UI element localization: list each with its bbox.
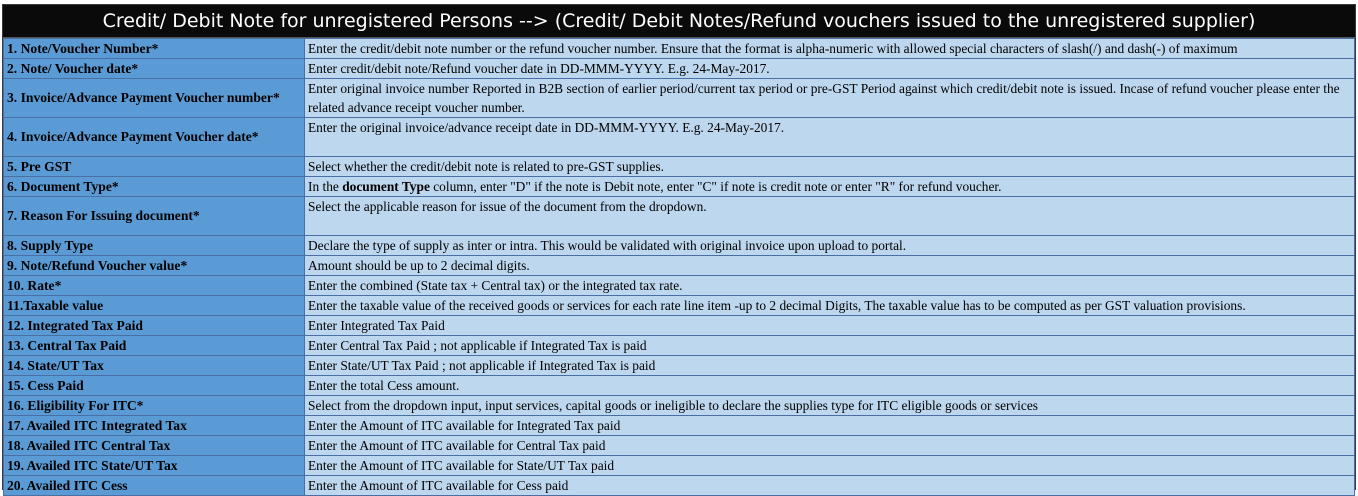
field-cell[interactable]: 18. Availed ITC Central Tax (4, 436, 305, 456)
field-cell[interactable]: 3. Invoice/Advance Payment Voucher number* (4, 79, 305, 118)
description-cell[interactable]: Declare the type of supply as inter or intra. This would be validated with original invoice upon upload to portal. (305, 236, 1355, 256)
description-cell[interactable]: Enter the Amount of ITC available for Integrated Tax paid (305, 416, 1355, 436)
description-prefix: In the (308, 179, 343, 194)
field-cell[interactable]: 7. Reason For Issuing document* (4, 197, 305, 236)
table-row (4, 177, 1355, 197)
field-cell[interactable]: 13. Central Tax Paid (4, 336, 305, 356)
field-cell[interactable]: 4. Invoice/Advance Payment Voucher date* (4, 118, 305, 157)
description-suffix: column, enter "D" if the note is Debit note, enter "C" if note is credit note or enter "R" for refund voucher. (429, 179, 1002, 194)
description-cell[interactable]: Enter the Amount of ITC available for State/UT Tax paid (305, 456, 1355, 476)
table-row (4, 476, 1355, 496)
table-row (4, 157, 1355, 177)
field-cell[interactable]: 6. Document Type* (4, 177, 305, 197)
field-cell[interactable]: 20. Availed ITC Cess (4, 476, 305, 496)
field-cell[interactable]: 1. Note/Voucher Number* (4, 39, 305, 59)
description-cell[interactable]: Enter the Amount of ITC available for Central Tax paid (305, 436, 1355, 456)
description-cell[interactable]: Amount should be up to 2 decimal digits. (305, 256, 1355, 276)
table-row (4, 316, 1355, 336)
description-cell[interactable]: Enter the combined (State tax + Central tax) or the integrated tax rate. (305, 276, 1355, 296)
table-row (4, 79, 1355, 118)
description-cell[interactable]: Enter Central Tax Paid ; not applicable if Integrated Tax is paid (305, 336, 1355, 356)
table-row (4, 236, 1355, 256)
table-row (4, 416, 1355, 436)
field-cell[interactable]: 16. Eligibility For ITC* (4, 396, 305, 416)
table-row (4, 59, 1355, 79)
table-row (4, 336, 1355, 356)
table-row (4, 356, 1355, 376)
table-row (4, 39, 1355, 59)
field-cell[interactable]: 8. Supply Type (4, 236, 305, 256)
description-cell[interactable]: Select whether the credit/debit note is related to pre-GST supplies. (305, 157, 1355, 177)
field-cell[interactable]: 5. Pre GST (4, 157, 305, 177)
description-cell[interactable]: Select from the dropdown input, input services, capital goods or ineligible to declare the supplies type for ITC eligible goods or services (305, 396, 1355, 416)
description-cell[interactable]: Select the applicable reason for issue of the document from the dropdown. (305, 197, 1355, 236)
description-cell[interactable]: Enter the original invoice/advance receipt date in DD-MMM-YYYY. E.g. 24-May-2017. (305, 118, 1355, 157)
field-cell[interactable]: 11.Taxable value (4, 296, 305, 316)
table-row (4, 456, 1355, 476)
description-cell[interactable]: Enter the taxable value of the received goods or services for each rate line item -up to 2 decimal Digits, The taxable value has to be computed as per GST valuation provisions. (305, 296, 1355, 316)
table-row (4, 276, 1355, 296)
field-cell[interactable]: 17. Availed ITC Integrated Tax (4, 416, 305, 436)
table-row (4, 197, 1355, 236)
field-table (3, 38, 1355, 496)
description-cell[interactable]: Enter credit/debit note/Refund voucher date in DD-MMM-YYYY. E.g. 24-May-2017. (305, 59, 1355, 79)
spreadsheet (2, 4, 1356, 493)
description-cell[interactable] (305, 177, 1355, 197)
table-row (4, 256, 1355, 276)
description-cell[interactable]: Enter State/UT Tax Paid ; not applicable if Integrated Tax is paid (305, 356, 1355, 376)
table-row (4, 436, 1355, 456)
field-cell[interactable]: 15. Cess Paid (4, 376, 305, 396)
table-row (4, 118, 1355, 157)
description-bold: document Type (342, 179, 430, 194)
sheet-title[interactable]: Credit/ Debit Note for unregistered Persons --> (Credit/ Debit Notes/Refund vouchers issued to the unregistered supplier) (3, 5, 1355, 38)
field-cell[interactable]: 14. State/UT Tax (4, 356, 305, 376)
table-row (4, 396, 1355, 416)
description-cell[interactable]: Enter the credit/debit note number or the refund voucher number. Ensure that the format is alpha-numeric with allowed special characters of slash(/) and dash(-) of maximum (305, 39, 1355, 59)
description-cell[interactable]: Enter Integrated Tax Paid (305, 316, 1355, 336)
field-cell[interactable]: 2. Note/ Voucher date* (4, 59, 305, 79)
field-cell[interactable]: 19. Availed ITC State/UT Tax (4, 456, 305, 476)
field-cell[interactable]: 9. Note/Refund Voucher value* (4, 256, 305, 276)
field-cell[interactable]: 10. Rate* (4, 276, 305, 296)
table-row (4, 296, 1355, 316)
table-row (4, 376, 1355, 396)
description-cell[interactable]: Enter original invoice number Reported in B2B section of earlier period/current tax period or pre-GST Period against which credit/debit note is issued. Incase of refund voucher please enter the related advance receipt voucher number. (305, 79, 1355, 118)
description-cell[interactable]: Enter the total Cess amount. (305, 376, 1355, 396)
field-cell[interactable]: 12. Integrated Tax Paid (4, 316, 305, 336)
description-cell[interactable]: Enter the Amount of ITC available for Cess paid (305, 476, 1355, 496)
